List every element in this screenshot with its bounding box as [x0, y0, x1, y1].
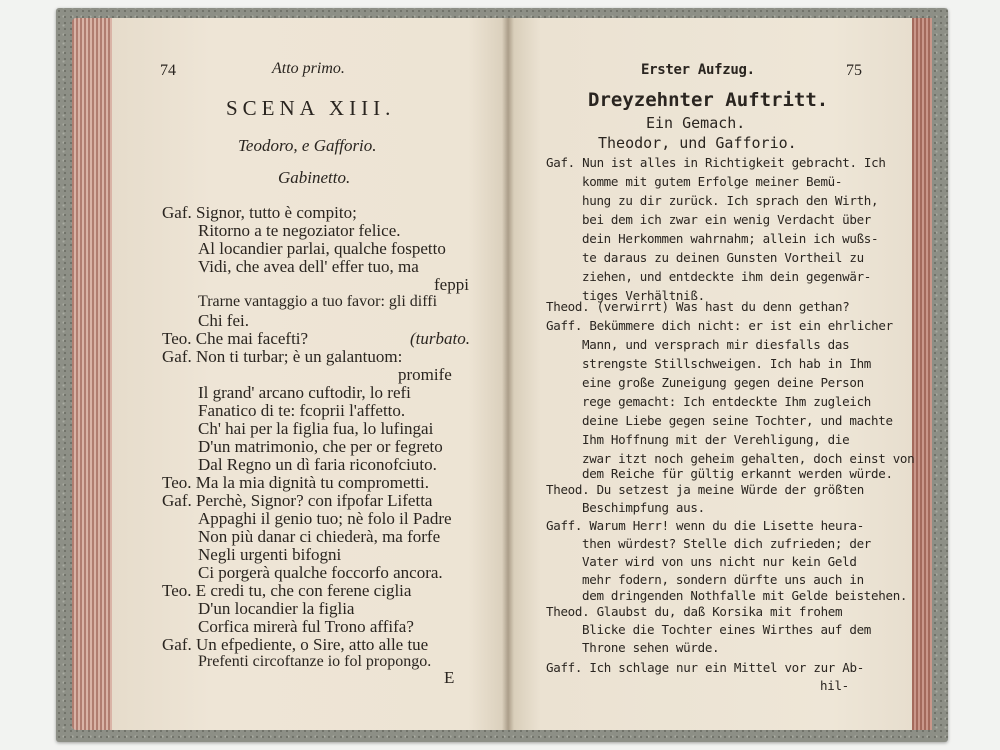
- verse-line: Gaf. Un efpediente, o Sire, atto alle tue: [162, 635, 429, 654]
- prose-line: dein Herkommen wahrnahm; allein ich wußs-: [582, 231, 879, 246]
- verse-line: Ch' hai per la figlia fua, lo lufingai: [198, 419, 434, 438]
- book-gutter: [502, 18, 514, 730]
- prose-line: dem Reiche für gültig erkannt werden würde.: [582, 466, 893, 481]
- page-number-right: 75: [846, 62, 862, 79]
- verse-line: D'un locandier la figlia: [198, 599, 355, 618]
- scene-title-right: Dreyzehnter Auftritt.: [588, 89, 829, 111]
- prose-line: Throne sehen würde.: [582, 640, 720, 655]
- verse-line: feppi: [434, 275, 469, 294]
- verse-line: Fanatico di te: fcoprii l'affetto.: [198, 401, 406, 420]
- verse-line: Al locandier parlai, qualche fospetto: [198, 239, 446, 258]
- prose-line: mehr fodern, sondern dürfte uns auch in: [582, 572, 864, 587]
- verse-line: Gaf. Perchè, Signor? con ifpofar Lifetta: [162, 491, 433, 510]
- verse-line: Gaf. Signor, tutto è compito;: [162, 203, 357, 222]
- prose-line: eine große Zuneigung gegen deine Person: [582, 375, 864, 390]
- page-number-left: 74: [160, 62, 176, 79]
- prose-line: Mann, und versprach mir diesfalls das: [582, 337, 850, 352]
- stage-direction: (turbato.: [410, 329, 470, 348]
- prose-line: Gaff. Bekümmere dich nicht: er ist ein ehrlicher: [546, 318, 893, 333]
- verse-line: Teo. E credi tu, che con ferene ciglia: [162, 581, 412, 600]
- prose-line: komme mit gutem Erfolge meiner Bemü-: [582, 174, 843, 189]
- setting-right: Ein Gemach.: [646, 114, 746, 132]
- verse-line: Chi fei.: [198, 311, 249, 330]
- prose-line: Blicke die Tochter eines Wirthes auf dem: [582, 622, 872, 637]
- running-head-left: Atto primo.: [272, 60, 345, 77]
- prose-line: ziehen, und entdeckte ihm dein gegenwär-: [582, 269, 872, 284]
- prose-line: rege gemacht: Ich entdeckte Ihm zugleich: [582, 394, 872, 409]
- verse-line: Teo. Che mai facefti?: [162, 329, 309, 348]
- verse-line: Il grand' arcano cuftodir, lo refi: [198, 383, 411, 402]
- scene-title-left: SCENA XIII.: [226, 96, 396, 120]
- verse-line: Vidi, che avea dell' effer tuo, ma: [198, 257, 419, 276]
- prose-line: bei dem ich zwar ein wenig Verdacht über: [582, 212, 872, 227]
- verse-line: Prefenti circoftanze io fol propongo.: [198, 653, 432, 670]
- prose-line: hung zu dir zurück. Ich sprach den Wirth,: [582, 193, 879, 208]
- characters-left: Teodoro, e Gafforio.: [238, 136, 377, 155]
- prose-line: Vater wird von uns nicht nur kein Geld: [582, 554, 857, 569]
- prose-line: Ihm Hoffnung mit der Verehligung, die: [582, 432, 850, 447]
- verse-line: Teo. Ma la mia dignità tu comprometti.: [162, 473, 429, 492]
- prose-line: tiges Verhältniß.: [582, 288, 705, 303]
- verse-line: Ci porgerà qualche foccorfo ancora.: [198, 563, 443, 582]
- characters-right: Theodor, und Gafforio.: [598, 134, 797, 152]
- prose-line: Gaf. Nun ist alles in Richtigkeit gebracht. Ich: [546, 155, 886, 170]
- prose-line: dem dringenden Nothfalle mit Gelde beistehen.: [582, 588, 908, 603]
- verse-line: Dal Regno un dì faria riconofciuto.: [198, 455, 437, 474]
- verse-line: Non più danar ci chiederà, ma forfe: [198, 527, 441, 546]
- verse-line: Gaf. Non ti turbar; è un galantuom:: [162, 347, 403, 366]
- verse-line: D'un matrimonio, che per or fegreto: [198, 437, 443, 456]
- running-head-right: Erster Aufzug.: [641, 62, 755, 78]
- catchword: hil-: [820, 678, 849, 693]
- prose-line: Gaff. Warum Herr! wenn du die Lisette heura-: [546, 518, 864, 533]
- prose-line: then würdest? Stelle dich zufrieden; der: [582, 536, 872, 551]
- prose-line: Theod. (verwirrt) Was hast du denn gethan?: [546, 299, 850, 314]
- verse-line: Appaghi il genio tuo; nè folo il Padre: [198, 509, 452, 528]
- prose-line: zwar itzt noch geheim gehalten, doch einst von: [582, 451, 915, 466]
- prose-line: deine Liebe gegen seine Tochter, und machte: [582, 413, 893, 428]
- signature-mark: E: [444, 668, 455, 687]
- verse-line: Negli urgenti bifogni: [198, 545, 342, 564]
- verse-line: Corfica mirerà ful Trono affifa?: [198, 617, 414, 636]
- verse-line: Trarne vantaggio a tuo favor: gli diffi: [198, 293, 438, 310]
- verse-line: Ritorno a te negoziator felice.: [198, 221, 401, 240]
- prose-line: Theod. Du setzest ja meine Würde der größten: [546, 482, 864, 497]
- verse-line: promife: [398, 365, 452, 384]
- prose-line: Gaff. Ich schlage nur ein Mittel vor zur Ab-: [546, 660, 864, 675]
- prose-line: Theod. Glaubst du, daß Korsika mit frohem: [546, 604, 843, 619]
- setting-left: Gabinetto.: [278, 168, 351, 187]
- prose-line: Beschimpfung aus.: [582, 500, 705, 515]
- prose-line: strengste Stillschweigen. Ich hab in Ihm: [582, 356, 872, 371]
- prose-line: te daraus zu deinen Gunsten Vortheil zu: [582, 250, 864, 265]
